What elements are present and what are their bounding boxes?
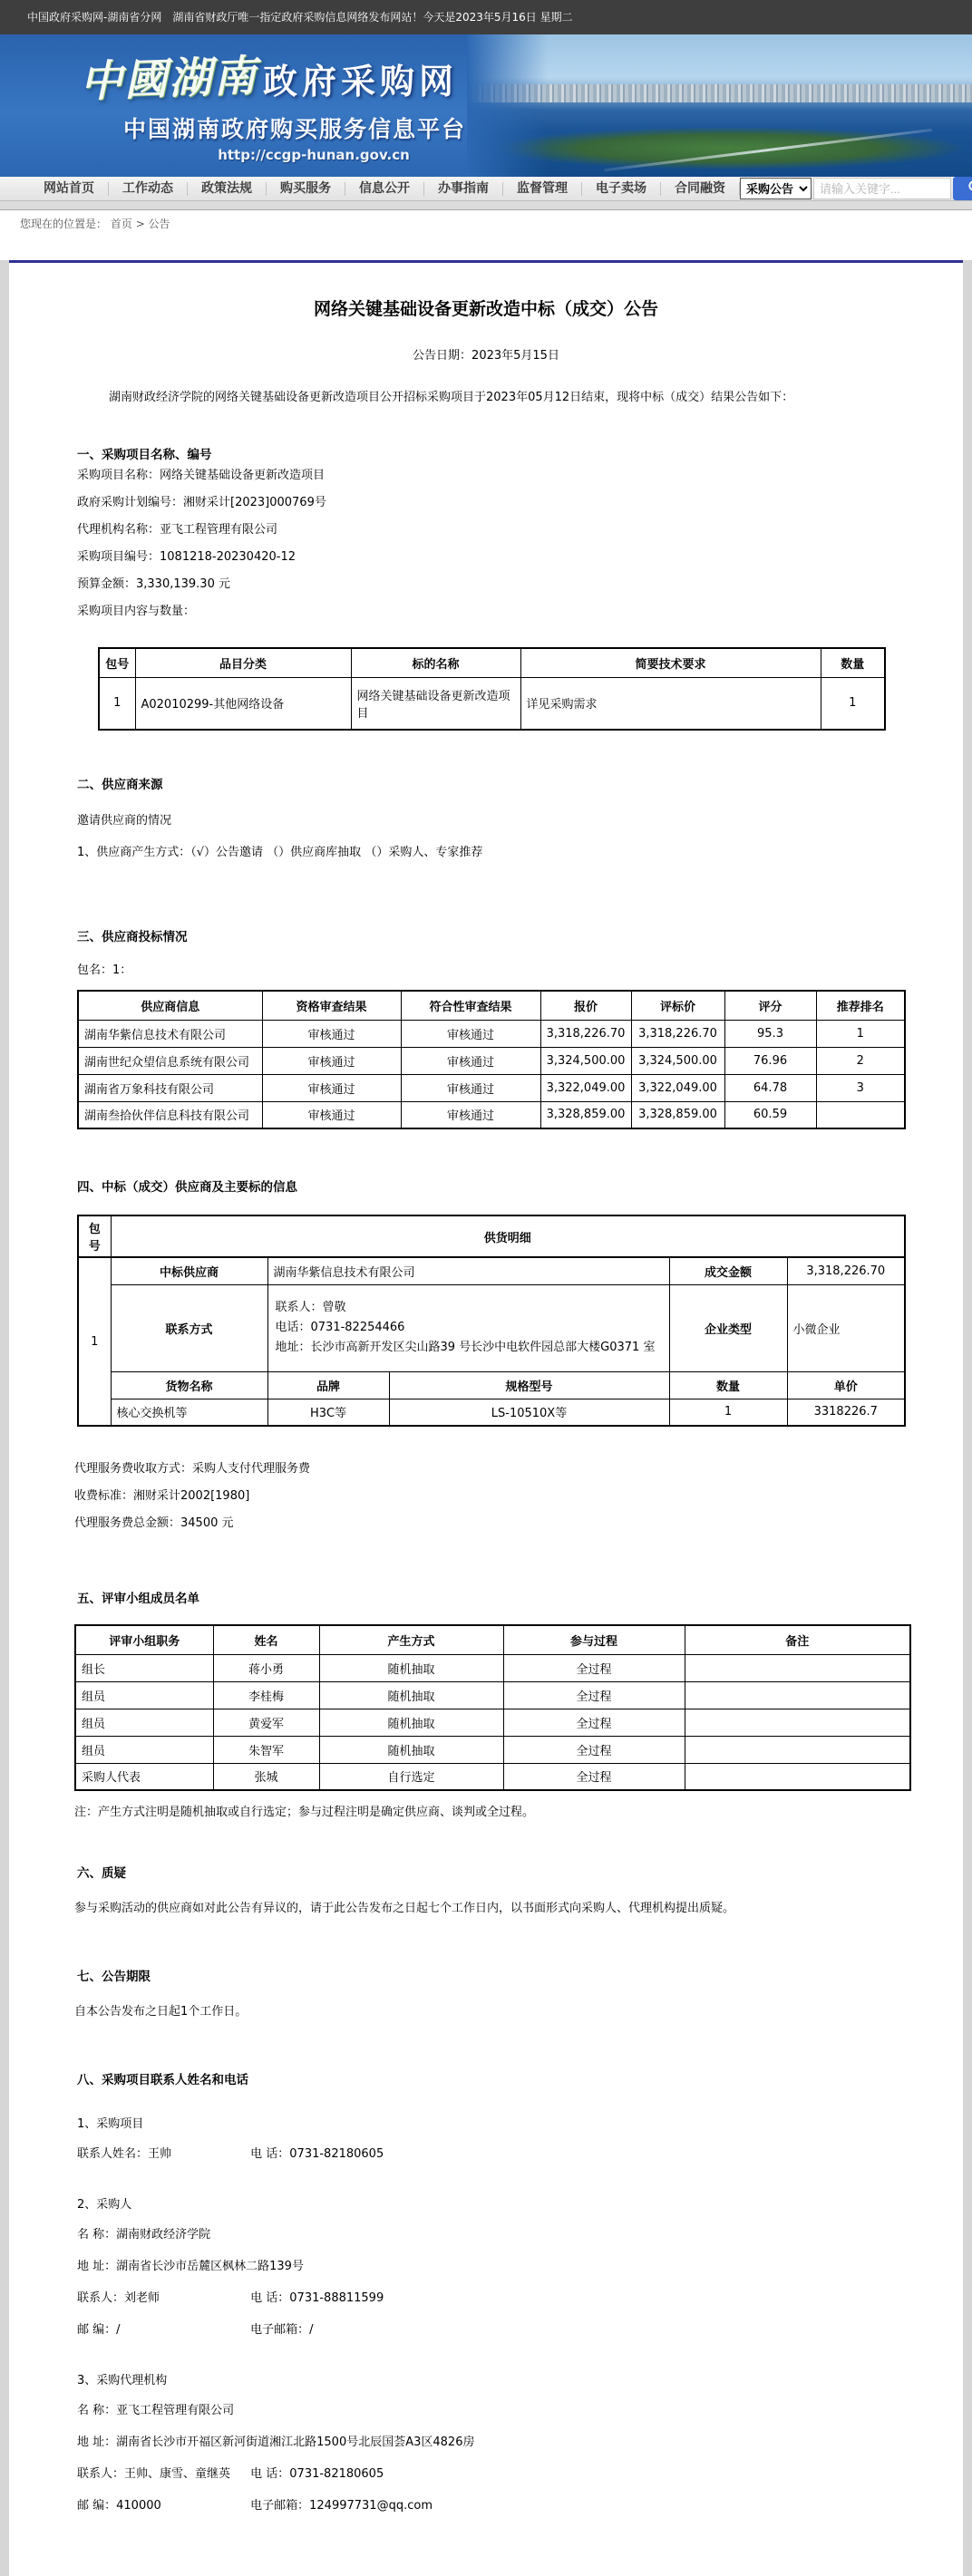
table-cell: 1 (99, 677, 135, 730)
table-cell: 64.78 (724, 1074, 816, 1101)
contact-name: 联系人姓名：王帅 (77, 2138, 247, 2170)
section1-heading: 一、采购项目名称、编号 (77, 444, 963, 462)
content-quantity-line: 采购项目内容与数量： (77, 598, 963, 625)
table-header-cell: 供货明细 (111, 1215, 905, 1257)
contact-person-line: 联系人：曾敬 (276, 1298, 662, 1318)
project-name-line: 采购项目名称：网络关键基础设备更新改造项目 (77, 462, 963, 489)
fee-standard-line: 收费标准：湘财采计2002[1980] (74, 1483, 963, 1510)
table-header-cell: 单价 (787, 1371, 905, 1399)
site-subtitle: 中国湖南政府购买服务信息平台 (123, 111, 972, 144)
table-cell: 湖南叁拾伙伴信息科技有限公司 (78, 1101, 262, 1128)
agency-address-line: 地 址：湖南省长沙市开福区新河街道湘江北路1500号北辰国荟A3区4826房 (77, 2426, 963, 2458)
table-cell: 审核通过 (262, 1074, 401, 1101)
nav-item[interactable]: 政策法规 (188, 182, 267, 196)
table-cell: 全过程 (503, 1681, 685, 1709)
search-icon (967, 179, 972, 198)
nav-item[interactable]: 办事指南 (424, 182, 503, 196)
table-row (75, 1736, 910, 1763)
table-cell (685, 1681, 910, 1709)
table-row (78, 1047, 905, 1074)
table-header-row (78, 1215, 905, 1257)
email: 电子邮箱：124997731@qq.com (250, 2499, 433, 2513)
table-cell: 审核通过 (401, 1101, 540, 1128)
table-cell: 3,322,049.00 (631, 1074, 724, 1101)
table-header-cell: 姓名 (213, 1625, 319, 1654)
package-label: 包名：1： (77, 957, 963, 984)
table-cell: 3,328,859.00 (540, 1101, 631, 1128)
nav-item[interactable]: 信息公开 (345, 182, 424, 196)
review-note: 注：产生方式注明是随机抽取或自行选定；参与过程注明是确定供应商、谈判或全过程。 (74, 1802, 963, 1819)
table-row (75, 1681, 910, 1709)
table-row (78, 1284, 905, 1371)
spacer (0, 237, 972, 260)
table-cell: 全过程 (503, 1709, 685, 1736)
table-cell: 3,328,859.00 (631, 1101, 724, 1128)
table-cell: 审核通过 (262, 1047, 401, 1074)
table-header-cell: 评标价 (631, 991, 724, 1020)
table-header-row (75, 1625, 910, 1654)
table-cell: 随机抽取 (319, 1681, 503, 1709)
table-cell: 湖南省万象科技有限公司 (78, 1074, 262, 1101)
table-row (78, 1399, 905, 1426)
purchaser-name-line: 名 称：湖南财政经济学院 (77, 2219, 963, 2251)
table-header-row (78, 991, 905, 1020)
contact-group1-title: 1、采购项目 (77, 2111, 963, 2138)
table-cell (816, 1101, 905, 1128)
items-table (98, 647, 886, 731)
breadcrumb-current: 公告 (149, 218, 170, 230)
table-cell: 审核通过 (401, 1020, 540, 1047)
table-header-cell: 产生方式 (319, 1625, 503, 1654)
section7-heading: 七、公告期限 (77, 1966, 963, 1984)
agency-name-line2: 名 称：亚飞工程管理有限公司 (77, 2395, 963, 2426)
table-header-cell: 报价 (540, 991, 631, 1020)
search-button[interactable] (953, 177, 972, 200)
table-cell: 朱智军 (213, 1736, 319, 1763)
table-row (75, 1763, 910, 1790)
agency-fee-method-line: 代理服务费收取方式：采购人支付代理服务费 (74, 1456, 963, 1483)
contact-address-line: 地址：长沙市高新开发区尖山路39 号长沙中电软件园总部大楼G0371 室 (276, 1338, 662, 1358)
nav-item[interactable]: 网站首页 (30, 182, 109, 196)
table-header-cell: 符合性审查结果 (401, 991, 540, 1020)
site-logo (80, 45, 972, 106)
table-cell: 组员 (75, 1736, 213, 1763)
table-cell: 3 (816, 1074, 905, 1101)
announcement-date: 公告日期：2023年5月15日 (9, 345, 963, 363)
section5-heading: 五、评审小组成员名单 (77, 1588, 963, 1606)
contact-group2-title: 2、采购人 (77, 2192, 963, 2219)
site-banner (0, 34, 972, 177)
enterprise-type-value-cell: 小微企业 (787, 1284, 905, 1371)
table-cell: 3,324,500.00 (540, 1047, 631, 1074)
table-cell: 全过程 (503, 1654, 685, 1681)
table-cell (685, 1654, 910, 1681)
table-header-cell: 数量 (669, 1371, 787, 1399)
notice-period-line: 自本公告发布之日起1个工作日。 (74, 1999, 963, 2026)
table-header-cell: 货物名称 (111, 1371, 267, 1399)
winner-name-cell: 湖南华紫信息技术有限公司 (267, 1257, 669, 1284)
invite-supplier-line: 邀请供应商的情况 (77, 805, 963, 837)
nav-item[interactable]: 工作动态 (109, 182, 188, 196)
table-cell: 核心交换机等 (111, 1399, 267, 1426)
table-header-cell: 推荐排名 (816, 991, 905, 1020)
award-table (77, 1215, 906, 1427)
budget-line: 预算金额：3,330,139.30 元 (77, 571, 963, 598)
table-cell: 随机抽取 (319, 1736, 503, 1763)
table-cell: 76.96 (724, 1047, 816, 1074)
breadcrumb (0, 210, 972, 237)
winner-label-cell: 中标供应商 (111, 1257, 267, 1284)
table-header-cell: 标的名称 (351, 648, 520, 677)
table-cell (685, 1736, 910, 1763)
table-cell: H3C等 (267, 1399, 389, 1426)
table-cell: 审核通过 (401, 1047, 540, 1074)
table-cell: 网络关键基础设备更新改造项目 (351, 677, 520, 730)
nav-item[interactable]: 电子卖场 (582, 182, 661, 196)
table-cell: LS-10510X等 (389, 1399, 669, 1426)
table-cell: 自行选定 (319, 1763, 503, 1790)
table-row (75, 1709, 910, 1736)
nav-item[interactable]: 合同融资 (661, 182, 740, 196)
table-cell: 全过程 (503, 1763, 685, 1790)
table-header-cell: 简要技术要求 (520, 648, 821, 677)
section6-heading: 六、质疑 (77, 1863, 963, 1881)
section4-heading: 四、中标（成交）供应商及主要标的信息 (77, 1177, 963, 1195)
postal-code: 邮 编：410000 (77, 2490, 247, 2522)
table-cell: 审核通过 (262, 1101, 401, 1128)
main-nav (0, 177, 972, 201)
search-input[interactable] (813, 178, 951, 199)
breadcrumb-prefix: 您现在的位置是： (20, 218, 107, 230)
table-cell: 3,318,226.70 (540, 1020, 631, 1047)
site-url: http://ccgp-hunan.gov.cn (123, 147, 504, 163)
table-cell: 审核通过 (401, 1074, 540, 1101)
nav-item[interactable]: 监督管理 (503, 182, 582, 196)
agency-name-line: 代理机构名称：亚飞工程管理有限公司 (77, 517, 963, 544)
nav-items (30, 182, 740, 196)
table-cell: 湖南世纪众望信息系统有限公司 (78, 1047, 262, 1074)
table-cell: 全过程 (503, 1736, 685, 1763)
contact-row (77, 2138, 963, 2170)
table-header-cell: 品目分类 (135, 648, 351, 677)
contact-name: 联系人：刘老师 (77, 2282, 247, 2314)
table-cell: 1 (816, 1020, 905, 1047)
site-notice-bar (0, 0, 972, 34)
contact-row (77, 2314, 963, 2346)
announcement-intro: 湖南财政经济学院的网络关键基础设备更新改造项目公开招标采购项目于2023年05月12日结束，现将中标（成交）结果公告如下： (109, 388, 872, 408)
table-cell: 3,322,049.00 (540, 1074, 631, 1101)
table-cell: 组员 (75, 1709, 213, 1736)
table-cell: 组长 (75, 1654, 213, 1681)
table-cell: 湖南华紫信息技术有限公司 (78, 1020, 262, 1047)
contact-phone: 电 话：0731-82180605 (250, 2147, 384, 2161)
table-header-cell: 包号 (99, 648, 135, 677)
banner-text-block (0, 34, 972, 163)
table-cell: 随机抽取 (319, 1709, 503, 1736)
postal-code: 邮 编：/ (77, 2314, 247, 2346)
table-header-cell: 评分 (724, 991, 816, 1020)
table-header-cell: 评审小组职务 (75, 1625, 213, 1654)
package-number-cell: 1 (78, 1257, 111, 1426)
table-row (78, 1101, 905, 1128)
table-cell: 1 (821, 677, 885, 730)
divider-strip (0, 201, 972, 210)
site-logo-title: 政府采购网 (263, 53, 458, 103)
contact-label-cell: 联系方式 (111, 1284, 267, 1371)
contact-phone: 电 话：0731-88811599 (250, 2291, 384, 2305)
table-header-cell: 参与过程 (503, 1625, 685, 1654)
amount-value-cell: 3,318,226.70 (787, 1257, 905, 1284)
table-cell: 审核通过 (262, 1020, 401, 1047)
announcement-panel (9, 260, 963, 2576)
table-cell (685, 1709, 910, 1736)
objection-paragraph: 参与采购活动的供应商如对此公告有异议的，请于此公告发布之日起七个工作日内，以书面形式向采购人、代理机构提出质疑。 (74, 1895, 963, 1922)
table-header-cell: 数量 (821, 648, 885, 677)
site-notice-text: 中国政府采购网-湖南省分网 湖南省财政厅唯一指定政府采购信息网络发布网站！今天是2023年5月16日 星期二 (27, 11, 573, 24)
contact-info-cell (267, 1284, 669, 1371)
table-header-row (99, 648, 885, 677)
bid-table (77, 990, 906, 1129)
table-row (99, 677, 885, 730)
table-row (75, 1654, 910, 1681)
table-header-cell: 规格型号 (389, 1371, 669, 1399)
table-cell: 黄爱军 (213, 1709, 319, 1736)
section3-heading: 三、供应商投标情况 (77, 926, 963, 944)
contact-phone-line: 电话：0731-82254466 (276, 1318, 662, 1338)
table-row (78, 1020, 905, 1047)
table-row (78, 1257, 905, 1284)
table-row (78, 1074, 905, 1101)
table-header-cell: 资格审查结果 (262, 991, 401, 1020)
breadcrumb-separator: > (136, 218, 145, 230)
table-header-cell: 品牌 (267, 1371, 389, 1399)
table-cell: A02010299-其他网络设备 (135, 677, 351, 730)
amount-label-cell: 成交金额 (669, 1257, 787, 1284)
breadcrumb-home-link[interactable]: 首页 (111, 218, 132, 230)
contact-row (77, 2282, 963, 2314)
page-background (0, 260, 972, 2576)
enterprise-type-label-cell: 企业类型 (669, 1284, 787, 1371)
contact-row (77, 2490, 963, 2522)
table-cell: 张城 (213, 1763, 319, 1790)
table-cell: 3,318,226.70 (631, 1020, 724, 1047)
table-cell: 采购人代表 (75, 1763, 213, 1790)
email: 电子邮箱：/ (250, 2323, 313, 2337)
table-cell: 随机抽取 (319, 1654, 503, 1681)
site-logo-calligraphy: 中國湖南 (79, 43, 258, 110)
table-cell: 95.3 (724, 1020, 816, 1047)
project-number-line: 采购项目编号：1081218-20230420-12 (77, 544, 963, 571)
purchaser-address-line: 地 址：湖南省长沙市岳麓区枫林二路139号 (77, 2251, 963, 2282)
table-header-row (78, 1371, 905, 1399)
table-cell: 3318226.7 (787, 1399, 905, 1426)
contact-name: 联系人：王帅、康雪、童继英 (77, 2458, 247, 2490)
nav-item[interactable]: 购买服务 (267, 182, 345, 196)
contact-phone: 电 话：0731-82180605 (250, 2467, 384, 2481)
search-area (740, 177, 972, 200)
table-cell: 60.59 (724, 1101, 816, 1128)
table-cell: 蒋小勇 (213, 1654, 319, 1681)
table-cell: 详见采购需求 (520, 677, 821, 730)
table-header-cell: 备注 (685, 1625, 910, 1654)
table-header-cell: 包号 (78, 1215, 111, 1257)
table-cell: 李桂梅 (213, 1681, 319, 1709)
announcement-title: 网络关键基础设备更新改造中标（成交）公告 (9, 295, 963, 320)
review-panel-table (74, 1624, 911, 1791)
search-category-select[interactable] (740, 178, 812, 199)
table-cell (685, 1763, 910, 1790)
fee-total-line: 代理服务费总金额：34500 元 (74, 1510, 963, 1537)
contact-row (77, 2458, 963, 2490)
contact-group3-title: 3、采购代理机构 (77, 2368, 963, 2395)
table-cell: 2 (816, 1047, 905, 1074)
table-cell: 组员 (75, 1681, 213, 1709)
section8-heading: 八、采购项目联系人姓名和电话 (77, 2069, 963, 2087)
section2-heading: 二、供应商来源 (77, 774, 963, 792)
table-cell: 1 (669, 1399, 787, 1426)
table-header-cell: 供应商信息 (78, 991, 262, 1020)
table-cell: 3,324,500.00 (631, 1047, 724, 1074)
plan-number-line: 政府采购计划编号：湘财采计[2023]000769号 (77, 489, 963, 517)
supplier-method-line: 1、供应商产生方式：（√）公告邀请 （）供应商库抽取 （）采购人、专家推荐 (77, 837, 963, 868)
